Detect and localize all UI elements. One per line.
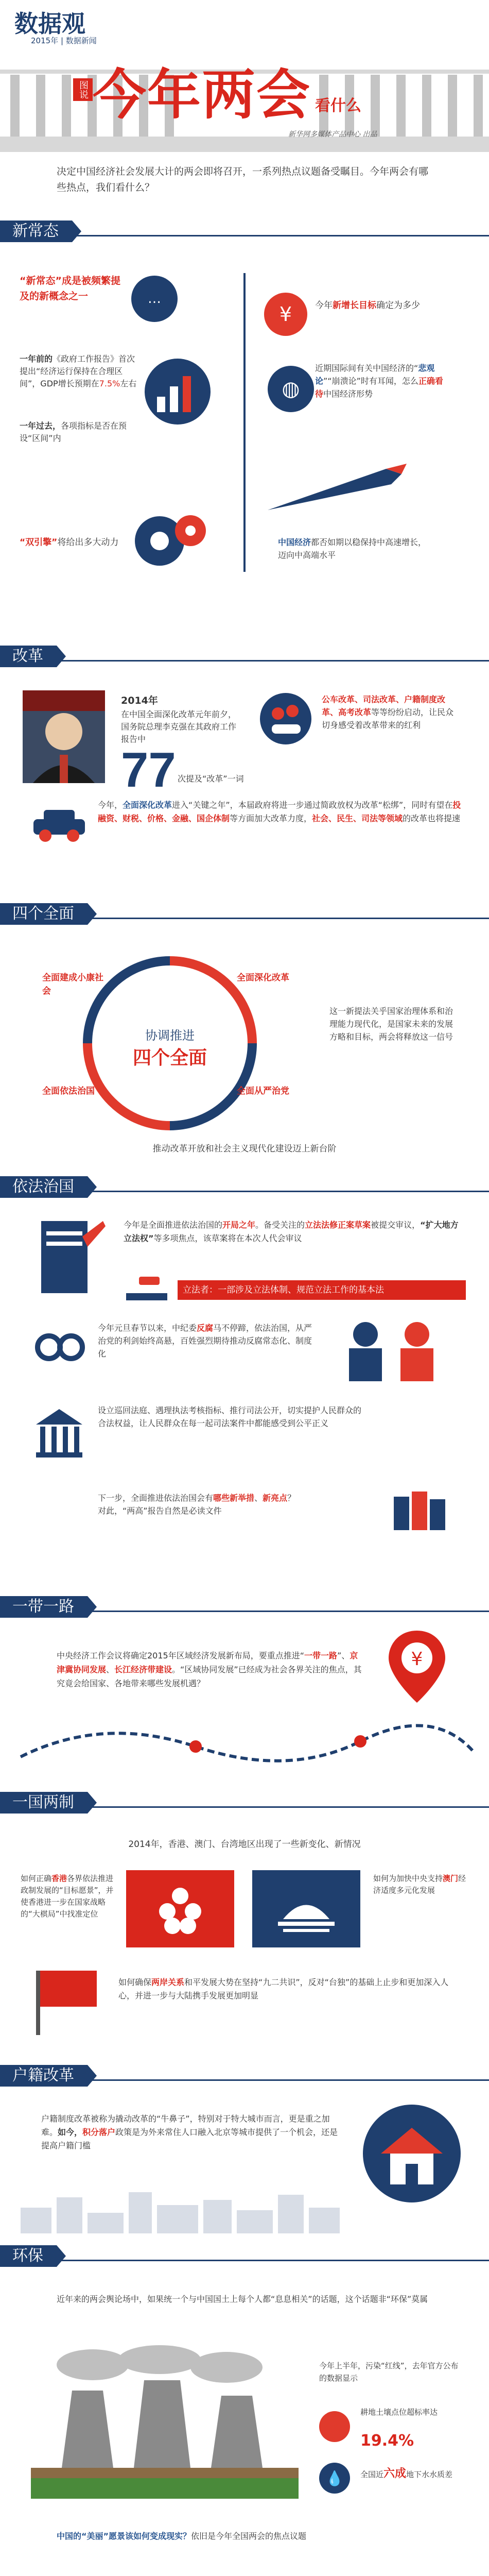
br-f: 长江经济带建设	[114, 1665, 172, 1674]
rocket-icon	[257, 459, 412, 520]
four-item-2: 全面深化改革	[237, 973, 289, 983]
br-e: 、	[106, 1665, 115, 1674]
section-heading	[0, 2241, 489, 2272]
hong-kong-flag	[126, 1870, 234, 1947]
item1-tail: 左右	[120, 379, 137, 388]
courthouse-icon	[31, 1404, 88, 1461]
heading-label: 改革	[0, 646, 57, 667]
rol-p4a: 下一步，全面推进依法治国会有	[98, 1493, 214, 1503]
heading-rule	[0, 2260, 489, 2261]
header	[0, 0, 489, 155]
new-normal-right1	[315, 299, 423, 312]
rol-p4d: 新亮点	[263, 1493, 288, 1503]
oc-intro: 2014年，香港、澳门、台湾地区出现了一些新变化、新情况	[128, 1839, 361, 1850]
env-stat1: 今年上半年，污染“红线”，去年官方公布的数据显示	[319, 2361, 459, 2383]
right2-c: ”“崩溃论”时有耳闻，怎么	[323, 376, 418, 386]
p3c: 进入“关键之年”，本届政府将进一步通过简政放权为改革“松绑”，同时有望在	[172, 800, 453, 810]
soil-icon	[319, 2411, 350, 2442]
rol-p1f: “扩大地方立法权”	[124, 1220, 459, 1243]
tw-a: 如何确保	[118, 1977, 152, 1987]
right3-a: 中国经济	[278, 537, 311, 547]
gavel-icon	[124, 1273, 170, 1303]
section-rule-of-law	[0, 1172, 489, 1595]
rol-box: 立法者：一部涉及立法体制、规范立法工作的基本法	[178, 1280, 466, 1300]
hk-p1c: 积分落户	[82, 2127, 116, 2137]
new-normal-right3	[278, 536, 432, 562]
item2-body: 各项指标是否在预设“区间”内	[20, 421, 127, 443]
svg-text:¥: ¥	[279, 303, 292, 326]
p3g: 的改革也将提速	[403, 814, 461, 823]
reform-right-red: 公车改革、司法改革、户籍制度改革、高考改革	[322, 694, 446, 717]
factory-illustration	[31, 2344, 299, 2499]
speech-bubble-icon: …	[131, 276, 178, 322]
right1-a: 今年	[315, 300, 333, 311]
rol-p4e: ？	[287, 1493, 296, 1503]
right2-a: 近期国际间有关中国经济的“	[315, 363, 418, 373]
right1-c: 确定为多少	[376, 300, 420, 311]
gears-icon	[129, 505, 211, 577]
water-icon: 💧	[319, 2463, 350, 2494]
p3e: 等方面加大改革力度，	[230, 814, 312, 823]
brand-logo: 数据观	[14, 10, 85, 37]
env-stat2	[360, 2468, 463, 2481]
chart-icon	[142, 355, 214, 428]
svg-text:¥: ¥	[411, 1649, 423, 1670]
mo-c: 经济适度多元化发展	[373, 1874, 466, 1895]
br-d: 京津冀协同发展	[57, 1651, 358, 1674]
new-normal-right2	[315, 362, 444, 400]
rol-p1c: 。备受关注的	[255, 1220, 305, 1230]
reform-year: 2014年	[121, 695, 158, 706]
heading-label: 一带一路	[0, 1596, 88, 1618]
mo-b: 澳门	[443, 1874, 459, 1883]
section-heading	[0, 216, 489, 247]
mo-a: 如何为加快中央支持	[373, 1874, 443, 1883]
reform-count-tail: 次提及“改革”一词	[178, 774, 244, 784]
heading-label: 四个全面	[0, 903, 88, 925]
heading-label: 一国两制	[0, 1792, 88, 1814]
belt-road-text	[57, 1649, 365, 1690]
four-right-text: 这一新提法关乎国家治理体系和治理能力现代化，是国家未来的发展方略和目标，两会将释放这一信号	[329, 1006, 453, 1042]
env-stat1-b: 耕地土壤点位超标率达	[360, 2408, 438, 2417]
four-center-a: 协调推进	[145, 1028, 195, 1043]
br-a: 中央经济工作会议将确定2015年区域经济发展新布局，要重点推进“	[57, 1651, 305, 1660]
reform-count: 77	[121, 742, 176, 798]
reform-right-tail: 等等纷纷启动，让民众切身感受着改革带来的红利	[322, 707, 454, 730]
rol-p1b: 开局之年	[222, 1220, 256, 1230]
env-bottom-a: 中国的“美丽”愿景该如何变成现实？	[57, 2531, 191, 2541]
globe-icon: ◍	[268, 366, 314, 412]
books-icon	[391, 1486, 453, 1533]
four-item-1: 全面建成小康社会	[42, 973, 103, 996]
location-pin-icon	[386, 1628, 448, 1705]
st2-c: 地下水水质差	[406, 2470, 453, 2479]
hk-b: 香港	[51, 1874, 67, 1883]
heading-label: 依法治国	[0, 1176, 88, 1198]
section-heading	[0, 1592, 489, 1623]
env-bottom-b: 依旧是今年全国两会的焦点议题	[191, 2531, 307, 2541]
rol-p2b: 反腐	[197, 1323, 214, 1333]
four-item-4: 全面从严治党	[237, 1086, 289, 1096]
macau-flag	[252, 1870, 360, 1947]
money-bag-icon	[263, 291, 309, 337]
hk-p1a: 户籍制度改革被称为撬动改革的“牛鼻子”，特别对于特大城市而言，更是重之加难。	[41, 2114, 330, 2137]
section-four	[0, 899, 489, 1172]
section-one-country	[0, 1788, 489, 2061]
intro-text: 决定中国经济社会发展大计的两会即将召开，一系列热点议题备受瞩目。今年两会有哪些热点，我们看什么？	[57, 166, 429, 193]
right2-e: 中国经济形势	[323, 389, 373, 399]
rol-p2c: 马不停蹄，依法治国，从严治党的利剑始终高悬，百姓强烈期待推动反腐常态化、制度化	[98, 1323, 312, 1359]
handcuffs-icon	[31, 1316, 88, 1373]
page-title: 今年两会	[93, 66, 311, 125]
cityscape	[21, 2187, 340, 2233]
p3b: 全面深化改革	[123, 800, 172, 810]
br-b: 一带一路	[304, 1651, 338, 1660]
env-bottom	[57, 2530, 432, 2543]
four-bottom-text: 推动改革开放和社会主义现代化建设迈上新台阶	[152, 1144, 337, 1154]
car-icon	[31, 804, 88, 845]
rol-text1	[124, 1218, 463, 1245]
rol-p2a: 今年元旦春节以来，中纪委	[98, 1323, 197, 1333]
hukou-text	[41, 2112, 345, 2153]
tw-c: 和平发展大势在坚持“九二共识”，反对“台独”的基础上止步和更加深入人心，并进一步与大陆携手发展更加明显	[118, 1977, 449, 2001]
hk-a: 如何正确	[21, 1874, 52, 1883]
section-environment	[0, 2241, 489, 2576]
br-c: ”、	[337, 1651, 350, 1660]
hk-c: 各界依法推进政制发展的“目标愿景”，并使香港进一步在国家战略的“大棋局”中找准定位	[21, 1874, 114, 1919]
credit: 新华网多媒体产品中心 出品	[288, 130, 377, 139]
oc-tw-text	[118, 1976, 458, 2003]
rol-p1g: 等多项焦点，该草案将在本次人代会审议	[153, 1233, 302, 1243]
pre-title-badge: 图说	[73, 78, 93, 101]
reform-text2	[98, 799, 463, 825]
heading-label: 新常态	[0, 221, 72, 242]
judges-icon	[335, 1316, 453, 1383]
brand-sub: 2015年 | 数据新闻	[31, 36, 97, 45]
p3d: 投融资、财税、价格、金融、国企体制	[98, 800, 461, 823]
section-heading	[0, 899, 489, 930]
house-icon	[360, 2102, 463, 2205]
hk-p1d: 政策是为外来常住人口融入北京等城市提供了一个机会，还是提高户籍门槛	[41, 2127, 338, 2150]
timeline-line	[243, 273, 246, 572]
item1-lead: 一年前的	[20, 354, 53, 364]
p3a: 今年，	[98, 800, 123, 810]
hand-coins-icon	[257, 690, 314, 747]
reform-right	[322, 693, 461, 732]
double-engine-tail: 将给出多大动力	[57, 537, 119, 548]
oc-mo-text	[373, 1873, 471, 1896]
heading-rule	[0, 660, 489, 662]
route-map	[0, 1705, 489, 1777]
four-center-b: 四个全面	[132, 1047, 207, 1069]
four-item-3: 全面依法治国	[42, 1086, 95, 1096]
rol-p1a: 今年是全面推进依法治国的	[124, 1220, 223, 1230]
rol-text4	[98, 1492, 386, 1517]
right3-b: 都否如期以稳保持中高速增长，迈向中高端水平	[278, 537, 427, 560]
p3f: 社会、民生、司法等领域	[312, 814, 403, 823]
rol-text3: 设立巡回法庭、遇理执法考核指标、推行司法公开，切实提护人民群众的合法权益，让人民群众在每一起司法案件中都能感受到公平正义	[98, 1405, 362, 1428]
flag-icon	[26, 1965, 103, 2038]
right1-b: 新增长目标	[333, 300, 376, 311]
new-normal-item2	[20, 420, 138, 445]
env-stat1-pct: 19.4%	[360, 2432, 414, 2450]
title-tail: 看什么	[315, 97, 361, 115]
right2-b: 悲观论	[315, 363, 435, 386]
section-hukou	[0, 2061, 489, 2246]
item2-lead: 一年过去，	[20, 421, 61, 431]
right2-d: 正确看待	[315, 376, 443, 399]
section-heading	[0, 1788, 489, 1819]
new-normal-red-text: “新常态”成是被频繁提及的新概念之一	[20, 275, 120, 302]
section-heading	[0, 641, 489, 672]
section-heading	[0, 2061, 489, 2092]
double-engine-label: “双引擎”	[20, 537, 58, 548]
rol-text2	[98, 1321, 314, 1360]
br-g: 。“区域协同发展”已经成为社会各界关注的焦点，其究竟会给国家、各地带来哪些发展机遇？	[57, 1665, 362, 1688]
rol-p4f: 对此，“两高”报告自然是必读文件	[98, 1506, 222, 1516]
st2-a: 全国近	[360, 2470, 384, 2479]
reform-text1: 在中国全面深化改革元年前夕，国务院总理李克强在其政府工作报告中	[121, 709, 237, 744]
env-intro: 近年来的两会舆论场中，如果统一个与中国国土上每个人都“息息相关”的话题，这个话题非“环保”莫属	[57, 2294, 428, 2304]
heading-label: 环保	[0, 2245, 57, 2267]
rol-p1e: 被提交审议，	[371, 1220, 421, 1230]
rol-p4b: 哪些新举措	[213, 1493, 255, 1503]
rol-p1d: 立法法修正案草案	[305, 1220, 371, 1230]
heading-label: 户籍改革	[0, 2065, 88, 2087]
item1-pct: 7.5%	[99, 379, 120, 388]
hk-p1b: 如今，	[58, 2127, 83, 2137]
oc-hk-text	[21, 1873, 118, 1920]
rol-p4c: 、	[254, 1493, 263, 1503]
item1-body: 《政府工作报告》首次提出“经济运行保持在合理区间”，GDP增长预期在	[20, 354, 135, 388]
section-new-normal	[0, 216, 489, 649]
pencil-icon	[31, 1216, 108, 1303]
tw-b: 两岸关系	[151, 1977, 185, 1987]
premier-portrait	[23, 690, 105, 783]
new-normal-item1	[20, 353, 138, 390]
section-belt-road	[0, 1592, 489, 1788]
section-heading	[0, 1172, 489, 1203]
st2-b: 六成	[383, 2467, 407, 2480]
